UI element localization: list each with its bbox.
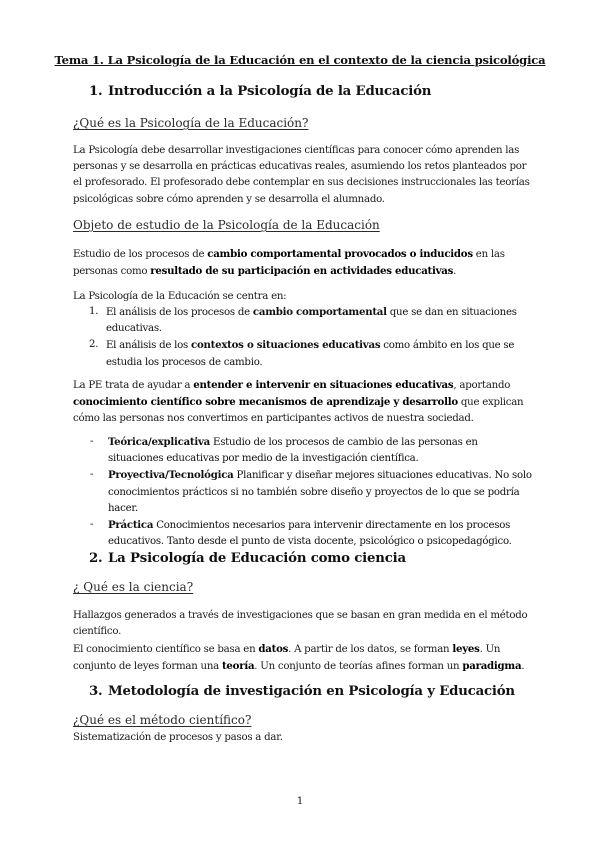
bold-text: cambio comportamental provocados o inducidos (207, 248, 473, 260)
list-item: - Proyectiva/Tecnológica Planificar y diseñar mejores situaciones educativas. No solo conocimientos prácticos si no también sobre diseño y proyectos de lo que se podría hacer. (90, 469, 532, 514)
paragraph-objeto: Estudio de los procesos de cambio comportamental provocados o inducidos en las personas como resultado de su participación en actividades educativas. (73, 248, 505, 278)
section-heading-3 (89, 684, 515, 699)
section-number: 2. (89, 551, 103, 566)
list-item: 1. El análisis de los procesos de cambio comportamental que se dan en situaciones educativas. (89, 306, 517, 335)
section-heading-1 (89, 84, 431, 99)
list-item: - Práctica Conocimientos necesarios para intervenir directamente en los procesos educativos. Tanto desde el punto de vista docente, psicológico o psicopedagógico. (90, 519, 512, 548)
numbered-list (73, 304, 533, 371)
list-item: 2. El análisis de los contextos o situaciones educativas como ámbito en los que se estudia los procesos de cambio. (89, 339, 515, 368)
paragraph-que-es-pe: La Psicología debe desarrollar investigaciones científicas para conocer cómo aprenden las personas y se desarrolla en prácticas educativas reales, asumiendo los retos planteados por el profesorado. El profesorado debe contemplar en sus decisiones instruccionales las teorías psicológicas sobre cómo aprenden y se desarrolla el alumnado. (73, 145, 530, 205)
subheading-metodo: ¿Qué es el método científico? (73, 713, 252, 727)
section-title: Metodología de investigación en Psicología y Educación (108, 684, 515, 699)
dash-list (73, 434, 533, 550)
paragraph-ciencia-2: El conocimiento científico se basa en datos. A partir de los datos, se forman leyes. Un conjunto de leyes forman una teoría. Un conjunto de teorías afines forman un paradigma. (73, 643, 525, 673)
section-heading-2 (89, 551, 406, 566)
section-number: 1. (89, 84, 103, 99)
section-title: Introducción a la Psicología de la Educación (108, 84, 432, 99)
section-number: 3. (89, 684, 103, 699)
subheading-que-es-pe: ¿Qué es la Psicología de la Educación? (73, 116, 309, 130)
paragraph-metodo: Sistematización de procesos y pasos a dar. (73, 732, 283, 743)
list-item: - Teórica/explicativa Estudio de los procesos de cambio de las personas en situaciones educativas por medio de la investigación científica. (90, 436, 478, 465)
document-title: Tema 1. La Psicología de la Educación en el contexto de la ciencia psicológica (54, 53, 546, 67)
paragraph-pe: La PE trata de ayudar a entender e intervenir en situaciones educativas, aportando conocimiento científico sobre mecanismos de aprendizaje y desarrollo que explican cómo las personas nos convertimos en participantes activos de nuestra sociedad. (73, 379, 524, 425)
bold-text: resultado de su participación en actividades educativas (150, 265, 454, 278)
subheading-ciencia: ¿ Qué es la ciencia? (73, 580, 194, 594)
paragraph-centra: La Psicología de la Educación se centra en: (73, 291, 287, 302)
subheading-objeto: Objeto de estudio de la Psicología de la Educación (73, 218, 380, 232)
paragraph-ciencia-1: Hallazgos generados a través de investigaciones que se basan en gran medida en el método científico. (73, 610, 528, 638)
section-title: La Psicología de Educación como ciencia (108, 551, 406, 566)
page-number: 1 (296, 796, 304, 807)
